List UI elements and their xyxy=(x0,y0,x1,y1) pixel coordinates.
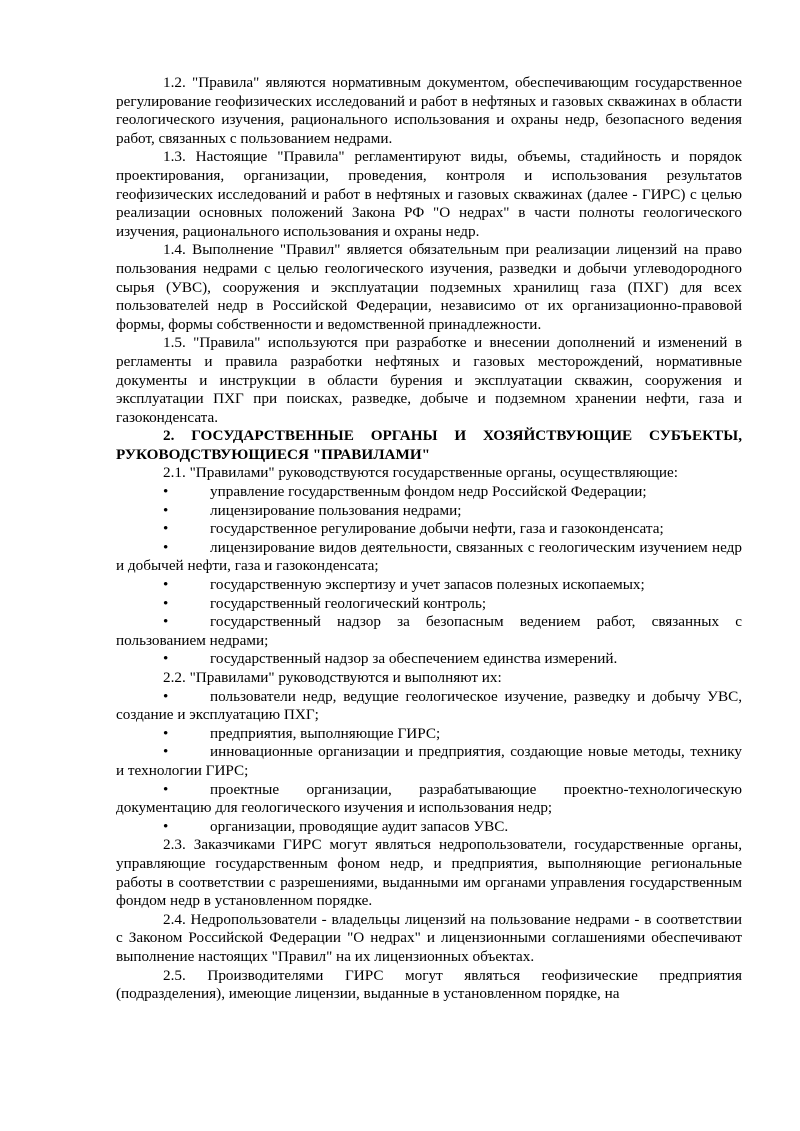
bullet-icon: • xyxy=(163,576,169,594)
list-item: • организации, проводящие аудит запасов УВС. xyxy=(163,817,509,835)
list-item: • лицензирование видов деятельности, связанных с геологическим изучением недр и добычей нефти, газа и газоконденсата; xyxy=(116,538,742,575)
paragraph-2-5: 2.5. Производителями ГИРС могут являться геофизические предприятия (подразделения), имеющие лицензии, выданные в установленном порядке, на xyxy=(116,966,742,1003)
bullet-icon: • xyxy=(163,743,169,761)
paragraph-2-1: 2.1. "Правилами" руководствуются государственные органы, осуществляющие: xyxy=(163,464,678,482)
bullet-icon: • xyxy=(163,780,169,798)
bullet-list-2-2 xyxy=(116,688,742,837)
list-item: • инновационные организации и предприятия, создающие новые методы, технику и технологии ГИРС; xyxy=(116,743,742,779)
paragraph-1-5: 1.5. "Правила" используются при разработке и внесении дополнений и изменений в регламенты и правила разработки нефтяных и газовых месторождений, нормативные документы и инструкции в области бурения и эксплуатации скважин, сооружения и эксплуатации ПХГ при поисках, разведке, добыче и подземном хранении нефти, газа и газоконденсата. xyxy=(116,334,742,426)
paragraph-2-3: 2.3. Заказчиками ГИРС могут являться недропользователи, государственные органы, управляющие государственным фоном недр, и предприятия, выполняющие региональные работы в соответствии с разрешениями, выданными им органами управления государственным фондом недр в установленном порядке. xyxy=(116,836,742,910)
bullet-icon: • xyxy=(163,613,169,631)
list-item: • государственный надзор за обеспечением единства измерений. xyxy=(163,650,618,668)
list-item: • государственное регулирование добычи нефти, газа и газоконденсата; xyxy=(163,520,664,538)
list-item: • пользователи недр, ведущие геологическое изучение, разведку и добычу УВС, создание и эксплуатацию ПХГ; xyxy=(116,687,742,724)
bullet-icon: • xyxy=(163,520,169,538)
list-item: • предприятия, выполняющие ГИРС; xyxy=(163,724,441,742)
bullet-icon: • xyxy=(163,724,169,742)
bullet-icon: • xyxy=(163,483,169,501)
list-item: • государственный геологический контроль; xyxy=(163,594,487,612)
paragraph-1-2: 1.2. "Правила" являются нормативным документом, обеспечивающим государственное регулирование геофизических исследований и работ в нефтяных и газовых скважинах в области геологического изучения, рационального использования и охраны недр, безопасного ведения работ, связанных с пользованием недрами. xyxy=(116,74,742,147)
bullet-icon: • xyxy=(163,687,169,705)
bullet-icon: • xyxy=(163,650,169,668)
paragraph-1-4: 1.4. Выполнение "Правил" является обязательным при реализации лицензий на право пользования недрами с целью геологического изучения, разведки и добычи углеводородного сырья (УВС), сооружения и эксплуатации подземных хранилищ газа (ПХГ) для всех пользователей недр в Российской Федерации, независимо от их организационно-правовой формы, формы собственности и ведомственной принадлежности. xyxy=(116,241,742,333)
list-item: • государственный надзор за безопасным ведением работ, связанных с пользованием недрами; xyxy=(116,613,742,649)
bullet-icon: • xyxy=(163,594,169,612)
bullet-list-2-1 xyxy=(116,483,742,669)
bullet-icon: • xyxy=(163,501,169,519)
list-item: • государственную экспертизу и учет запасов полезных ископаемых; xyxy=(163,576,645,594)
list-item: • лицензирование пользования недрами; xyxy=(163,501,462,519)
list-item: • управление государственным фондом недр Российской Федерации; xyxy=(163,483,647,501)
section-2-heading: 2. ГОСУДАРСТВЕННЫЕ ОРГАНЫ И ХОЗЯЙСТВУЮЩИЕ СУБЪЕКТЫ, РУКОВОДСТВУЮЩИЕСЯ "ПРАВИЛАМИ" xyxy=(116,427,742,463)
bullet-icon: • xyxy=(163,538,169,556)
paragraph-1-3: 1.3. Настоящие "Правила" регламентируют виды, объемы, стадийность и порядок проектирования, организации, проведения, контроля и использования результатов геофизических исследований и работ в нефтяных и газовых скважинах (далее - ГИРС) с целью реализации основных положений Закона РФ "О недрах" в части полноты геологического изучения, рационального использования и охраны недр. xyxy=(116,148,742,240)
paragraph-2-2: 2.2. "Правилами" руководствуются и выполняют их: xyxy=(163,669,502,686)
paragraph-2-4: 2.4. Недропользователи - владельцы лицензий на пользование недрами - в соответствии с Законом Российской Федерации "О недрах" и лицензионными соглашениями обеспечивают выполнение настоящих "Правил" на их лицензионных объектах. xyxy=(116,910,742,965)
list-item: • проектные организации, разрабатывающие проектно-технологическую документацию для геологического изучения и использования недр; xyxy=(116,780,742,817)
bullet-icon: • xyxy=(163,817,169,835)
